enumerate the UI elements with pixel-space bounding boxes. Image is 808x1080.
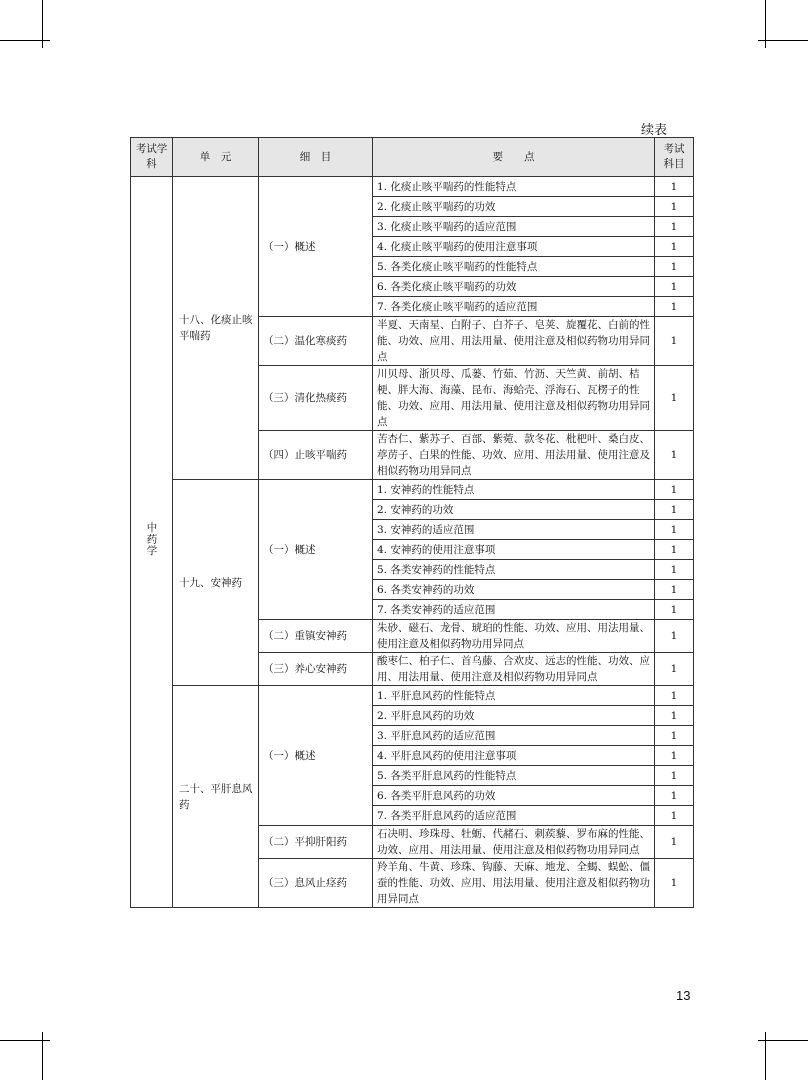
point-text: 苦杏仁、紫苏子、百部、紫菀、款冬花、枇杷叶、桑白皮、葶苈子、白果的性能、功效、应用、用法用量、使用注意及相似药物功用异同点 [373, 431, 655, 480]
point-text: 4. 平肝息风药的使用注意事项 [373, 746, 655, 766]
point-count: 1 [655, 766, 694, 786]
point-count: 1 [655, 297, 694, 317]
section-name: （一）概述 [259, 177, 373, 317]
point-count: 1 [655, 806, 694, 826]
point-text: 石决明、珍珠母、牡蛎、代赭石、刺蒺藜、罗布麻的性能、功效、应用、用法用量、使用注意及相似药物功用异同点 [373, 826, 655, 859]
point-count: 1 [655, 686, 694, 706]
point-text: 7. 各类化痰止咳平喘药的适应范围 [373, 297, 655, 317]
subject-cell [131, 177, 173, 908]
point-text: 7. 各类安神药的适应范围 [373, 600, 655, 620]
header-subject: 考试学科 [131, 138, 173, 177]
unit-name: 二十、平肝息风药 [173, 686, 259, 908]
section-name: （三）清化热痰药 [259, 366, 373, 431]
section-name: （一）概述 [259, 686, 373, 826]
header-points: 要 点 [373, 138, 655, 177]
table-row [131, 480, 694, 500]
point-count: 1 [655, 726, 694, 746]
point-count: 1 [655, 706, 694, 726]
point-count: 1 [655, 653, 694, 686]
point-text: 3. 化痰止咳平喘药的适应范围 [373, 217, 655, 237]
point-text: 5. 各类平肝息风药的性能特点 [373, 766, 655, 786]
point-count: 1 [655, 580, 694, 600]
point-text: 2. 安神药的功效 [373, 500, 655, 520]
point-count: 1 [655, 237, 694, 257]
point-text: 3. 平肝息风药的适应范围 [373, 726, 655, 746]
section-name: （二）平抑肝阳药 [259, 826, 373, 859]
point-count: 1 [655, 746, 694, 766]
syllabus-table [130, 137, 694, 908]
section-name: （四）止咳平喘药 [259, 431, 373, 480]
point-text: 羚羊角、牛黄、珍珠、钩藤、天麻、地龙、全蝎、蜈蚣、僵蚕的性能、功效、应用、用法用量、使用注意及相似药物功用异同点 [373, 859, 655, 908]
table-row [131, 177, 694, 197]
point-count: 1 [655, 600, 694, 620]
point-text: 4. 安神药的使用注意事项 [373, 540, 655, 560]
point-text: 川贝母、浙贝母、瓜蒌、竹茹、竹沥、天竺黄、前胡、桔梗、胖大海、海藻、昆布、海蛤壳、浮海石、瓦楞子的性能、功效、应用、用法用量、使用注意及相似药物功用异同点 [373, 366, 655, 431]
point-text: 酸枣仁、柏子仁、首乌藤、合欢皮、远志的性能、功效、应用、用法用量、使用注意及相似药物功用异同点 [373, 653, 655, 686]
subject-name: 中药学 [145, 522, 158, 557]
point-text: 半夏、天南星、白附子、白芥子、皂荚、旋覆花、白前的性能、功效、应用、用法用量、使用注意及相似药物功用异同点 [373, 317, 655, 366]
point-text: 7. 各类平肝息风药的适应范围 [373, 806, 655, 826]
crop-mark [0, 1040, 50, 1041]
point-count: 1 [655, 620, 694, 653]
section-name: （二）温化寒痰药 [259, 317, 373, 366]
point-count: 1 [655, 317, 694, 366]
section-name: （一）概述 [259, 480, 373, 620]
header-count: 考试科目 [655, 138, 694, 177]
table-row [131, 686, 694, 706]
point-text: 4. 化痰止咳平喘药的使用注意事项 [373, 237, 655, 257]
point-count: 1 [655, 277, 694, 297]
point-count: 1 [655, 520, 694, 540]
point-count: 1 [655, 217, 694, 237]
point-count: 1 [655, 431, 694, 480]
point-text: 6. 各类平肝息风药的功效 [373, 786, 655, 806]
section-name: （二）重镇安神药 [259, 620, 373, 653]
point-text: 1. 化痰止咳平喘药的性能特点 [373, 177, 655, 197]
crop-mark [0, 40, 50, 41]
crop-mark [758, 40, 808, 41]
table-header-row [131, 138, 694, 177]
unit-name: 十九、安神药 [173, 480, 259, 686]
header-unit: 单 元 [173, 138, 259, 177]
unit-name: 十八、化痰止咳平喘药 [173, 177, 259, 480]
point-count: 1 [655, 826, 694, 859]
point-text: 5. 各类化痰止咳平喘药的性能特点 [373, 257, 655, 277]
point-count: 1 [655, 177, 694, 197]
table-body [131, 177, 694, 908]
point-text: 1. 安神药的性能特点 [373, 480, 655, 500]
continued-label: 续表 [641, 123, 668, 138]
section-name: （三）养心安神药 [259, 653, 373, 686]
point-text: 3. 安神药的适应范围 [373, 520, 655, 540]
page-number: 13 [676, 988, 691, 1003]
point-count: 1 [655, 786, 694, 806]
point-text: 6. 各类化痰止咳平喘药的功效 [373, 277, 655, 297]
point-text: 5. 各类安神药的性能特点 [373, 560, 655, 580]
point-count: 1 [655, 540, 694, 560]
section-name: （三）息风止痉药 [259, 859, 373, 908]
point-text: 2. 平肝息风药的功效 [373, 706, 655, 726]
point-count: 1 [655, 480, 694, 500]
point-count: 1 [655, 257, 694, 277]
point-count: 1 [655, 560, 694, 580]
point-count: 1 [655, 500, 694, 520]
point-count: 1 [655, 859, 694, 908]
crop-mark [758, 1040, 808, 1041]
point-text: 2. 化痰止咳平喘药的功效 [373, 197, 655, 217]
point-text: 1. 平肝息风药的性能特点 [373, 686, 655, 706]
point-text: 朱砂、磁石、龙骨、琥珀的性能、功效、应用、用法用量、使用注意及相似药物功用异同点 [373, 620, 655, 653]
point-count: 1 [655, 366, 694, 431]
point-count: 1 [655, 197, 694, 217]
header-section: 细 目 [259, 138, 373, 177]
point-text: 6. 各类安神药的功效 [373, 580, 655, 600]
